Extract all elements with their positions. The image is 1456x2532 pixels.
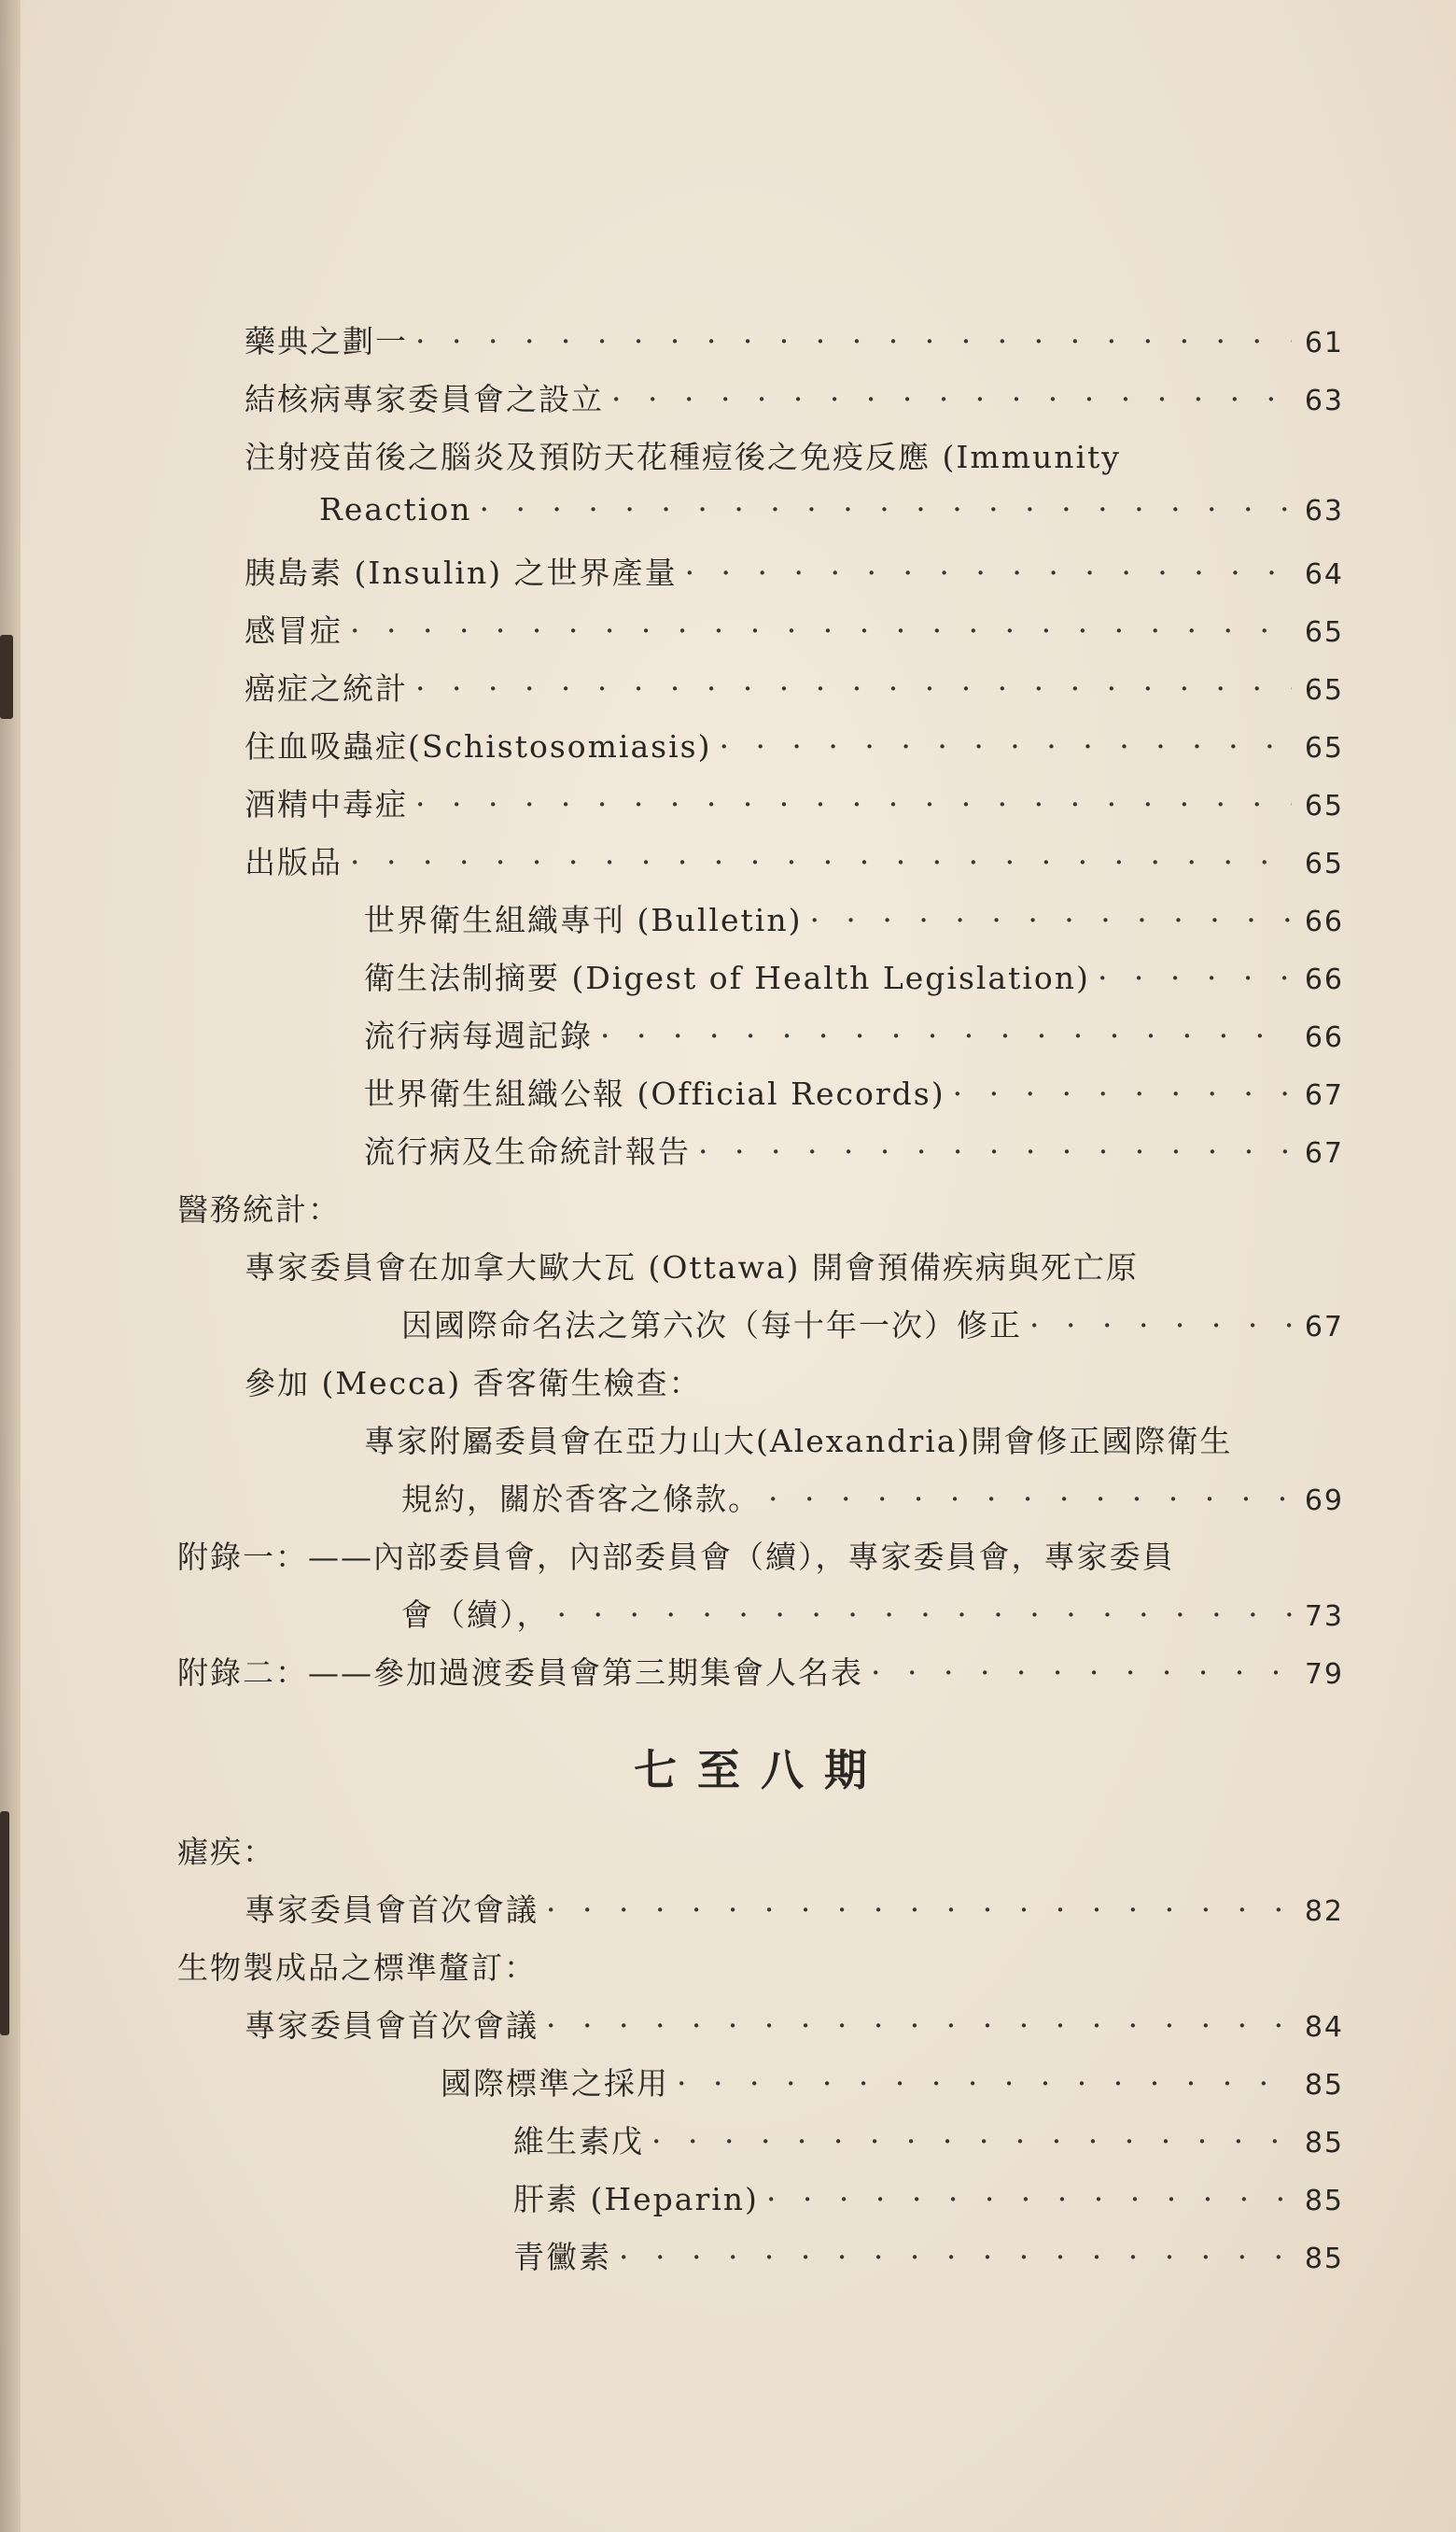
dot-leader [350,844,1292,880]
toc-entry [177,317,1344,375]
toc-entry-title: 胰島素 (Insulin) 之世界產量 [245,555,678,591]
toc-page-number: 61 [1304,327,1344,359]
dot-leader [1029,1307,1292,1343]
toc-page-number: 65 [1304,848,1344,880]
toc-entry [177,1591,1344,1649]
toc-entry-title: 酒精中毒症 [245,786,408,823]
toc-page-number: 65 [1304,616,1344,649]
dot-leader [953,1076,1292,1112]
toc-entry [177,2002,1344,2060]
dot-leader [719,728,1292,765]
toc-entry [177,838,1344,896]
toc-page-number: 85 [1304,2243,1344,2275]
toc-entry [177,1186,1344,1244]
toc-entry [177,1359,1344,1417]
toc-entry [177,1128,1344,1186]
toc-entry-title: 住血吸蟲症(Schistosomiasis) [245,728,712,765]
toc-entry-title: 附錄一：——內部委員會，內部委員會（續），專家委員會，專家委員 [177,1539,1175,1575]
toc-entry-title: 附錄二：——參加過渡委員會第三期集會人名表 [177,1654,863,1691]
toc-page-number: 65 [1304,674,1344,707]
toc-entry [177,723,1344,781]
dot-leader [415,323,1292,359]
toc-entry [177,2117,1344,2175]
toc-page-number: 84 [1304,2011,1344,2044]
toc-entry [177,954,1344,1012]
table-of-contents [177,317,1344,2291]
edge-mark [0,1811,9,2035]
toc-entry-title: 國際標準之採用 [441,2065,669,2102]
toc-page-number: 69 [1304,1484,1344,1517]
toc-entry [177,1649,1344,1707]
toc-entry-title: 專家附屬委員會在亞力山大(Alexandria)開會修正國際衛生 [364,1423,1233,1459]
toc-entry [177,665,1344,723]
toc-entry-title: 規約，關於香客之條款。 [401,1481,761,1517]
toc-page-number: 67 [1304,1311,1344,1343]
toc-entry [177,375,1344,433]
toc-entry [177,1533,1344,1591]
dot-leader [651,2123,1292,2159]
toc-entry-title: 醫務統計： [177,1191,341,1228]
toc-entry-title: 專家委員會首次會議 [245,2007,539,2044]
toc-entry-title: 藥典之劃一 [245,323,408,359]
toc-entry-title: 會（續）， [401,1597,550,1633]
toc-page-number: 85 [1304,2127,1344,2159]
toc-entry [177,549,1344,607]
toc-entry-title: 世界衛生組織專刊 (Bulletin) [364,902,803,938]
toc-page-number: 66 [1304,906,1344,938]
toc-entry [177,491,1344,549]
toc-entry-title: 參加 (Mecca) 香客衛生檢查： [245,1365,702,1401]
toc-page-number: 82 [1304,1895,1344,1928]
toc-entry [177,2233,1344,2291]
dot-leader [698,1133,1292,1170]
toc-page-number: 66 [1304,1021,1344,1054]
toc-entry [177,1828,1344,1886]
toc-entry [177,1012,1344,1070]
toc-entry-title: 出版品 [245,844,343,880]
toc-entry-title: Reaction [319,491,472,528]
toc-entry-title: 癌症之統計 [245,670,408,707]
toc-page-number: 64 [1304,558,1344,591]
dot-leader [350,612,1292,649]
dot-leader [479,491,1292,528]
toc-entry-title: 注射疫苗後之腦炎及預防天花種痘後之免疫反應 (Immunity [245,439,1121,475]
toc-entry [177,781,1344,838]
toc-entry [177,896,1344,954]
section-heading: 七至八期 [634,1745,888,1795]
dot-leader [1098,960,1292,996]
dot-leader [809,902,1292,938]
toc-entry-title: 世界衛生組織公報 (Official Records) [364,1076,945,1112]
toc-page-number: 67 [1304,1079,1344,1112]
dot-leader [685,555,1292,591]
toc-page-number: 73 [1304,1600,1344,1633]
toc-page-number: 65 [1304,732,1344,765]
dot-leader [600,1018,1292,1054]
toc-page-number: 63 [1304,495,1344,528]
toc-entry-title: 專家委員會首次會議 [245,1892,539,1928]
toc-entry-title: 瘧疾： [177,1834,275,1870]
toc-page-number: 63 [1304,385,1344,417]
toc-entry [177,2175,1344,2233]
toc-entry [177,1244,1344,1301]
toc-page-number: 67 [1304,1137,1344,1170]
dot-leader [415,786,1292,823]
toc-entry [177,607,1344,665]
dot-leader [619,2239,1292,2275]
toc-entry [177,1070,1344,1128]
dot-leader [546,2007,1292,2044]
dot-leader [871,1654,1292,1691]
toc-entry-title: 肝素 (Heparin) [513,2181,759,2217]
dot-leader [611,381,1292,417]
page-binding-shadow [0,0,21,2532]
toc-page-number: 85 [1304,2069,1344,2102]
toc-entry-title: 生物製成品之標準釐訂： [177,1949,537,1986]
toc-page-number: 85 [1304,2185,1344,2217]
toc-entry [177,1944,1344,2002]
dot-leader [766,2181,1292,2217]
toc-entry-title: 感冒症 [245,612,343,649]
toc-entry [177,433,1344,491]
toc-entry-title: 專家委員會在加拿大歐大瓦 (Ottawa) 開會預備疾病與死亡原 [245,1249,1139,1286]
toc-page-number: 65 [1304,790,1344,823]
toc-entry [177,2060,1344,2117]
toc-entry-title: 維生素戊 [513,2123,644,2159]
dot-leader [546,1892,1292,1928]
dot-leader [557,1597,1293,1633]
dot-leader [768,1481,1292,1517]
toc-entry-title: 衛生法制摘要 (Digest of Health Legislation) [364,960,1090,996]
toc-entry-title: 青黴素 [513,2239,611,2275]
toc-entry [177,1301,1344,1359]
toc-page-number: 66 [1304,964,1344,996]
toc-entry [177,1886,1344,1944]
toc-entry-title: 結核病專家委員會之設立 [245,381,604,417]
toc-entry [177,1475,1344,1533]
toc-entry-title: 流行病及生命統計報告 [364,1133,691,1170]
dot-leader [677,2065,1292,2102]
dot-leader [415,670,1292,707]
toc-page-number: 79 [1304,1658,1344,1691]
edge-mark [0,635,13,719]
toc-entry-title: 因國際命名法之第六次（每十年一次）修正 [401,1307,1022,1343]
toc-entry [177,1417,1344,1475]
toc-entry-title: 流行病每週記錄 [364,1018,593,1054]
